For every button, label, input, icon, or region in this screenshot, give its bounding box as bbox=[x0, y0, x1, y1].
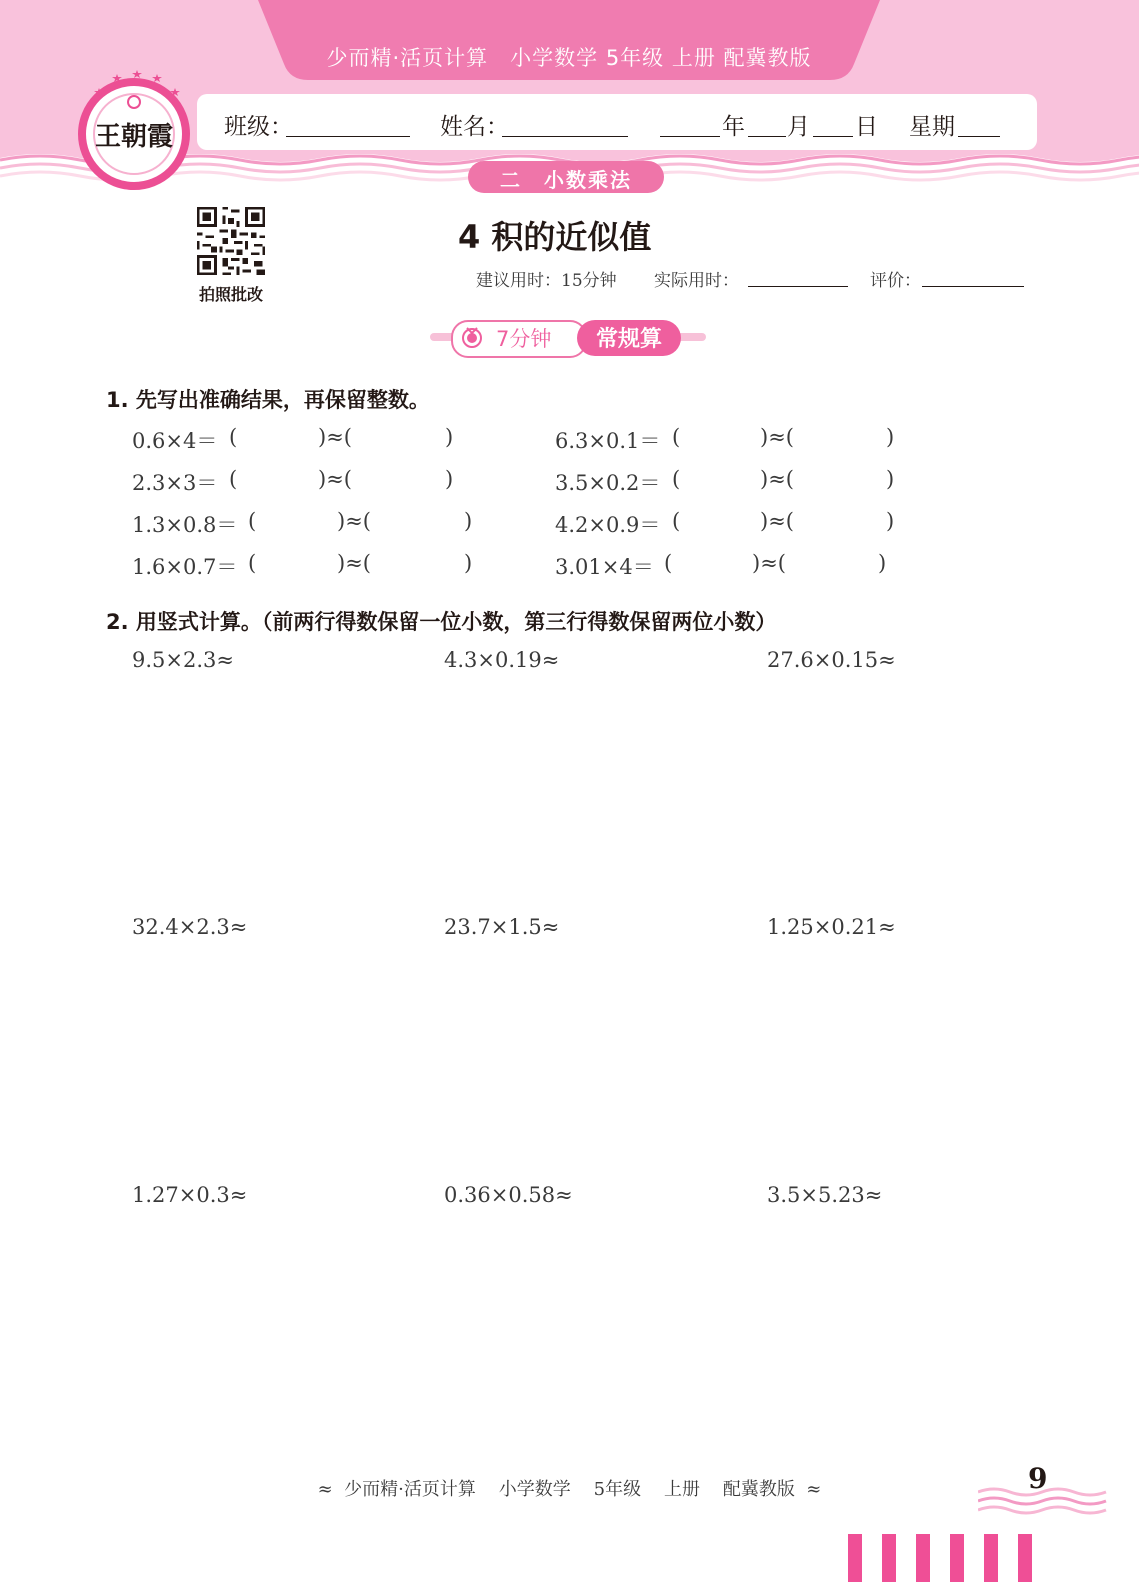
suggested-time: 建议用时：15分钟 bbox=[476, 271, 617, 291]
footer-stripe bbox=[916, 1534, 930, 1582]
q1-close-paren: ) bbox=[878, 551, 887, 575]
question-1-heading: 1. 先写出准确结果，再保留整数。 bbox=[106, 388, 430, 412]
medal-icon bbox=[460, 325, 484, 349]
q1-close-paren: ) bbox=[886, 467, 895, 491]
q1-right-expr: 4.2×0.9＝ bbox=[555, 513, 661, 537]
q1-close-paren: ) bbox=[445, 425, 454, 449]
q1-right-expr: 6.3×0.1＝ bbox=[555, 429, 661, 453]
q1-left-expr: 1.6×0.7＝ bbox=[132, 555, 238, 579]
q1-approx: )≈( bbox=[760, 425, 794, 449]
q1-close-paren: ) bbox=[445, 467, 454, 491]
q1-close-paren: ) bbox=[464, 509, 473, 533]
q1-approx: )≈( bbox=[318, 425, 352, 449]
footer-stripe bbox=[882, 1534, 896, 1582]
q1-open-paren: ( bbox=[248, 509, 257, 533]
month-label: 月 bbox=[787, 114, 810, 140]
q1-approx: )≈( bbox=[752, 551, 786, 575]
q1-approx: )≈( bbox=[760, 509, 794, 533]
day-label: 日 bbox=[855, 114, 878, 140]
evaluation-label: 评价： bbox=[870, 271, 921, 291]
q1-left-expr: 2.3×3＝ bbox=[132, 471, 218, 495]
q1-close-paren: ) bbox=[886, 425, 895, 449]
question-2-heading: 2. 用竖式计算。（前两行得数保留一位小数，第三行得数保留两位小数） bbox=[106, 610, 777, 634]
q1-open-paren: ( bbox=[672, 467, 681, 491]
q1-close-paren: ) bbox=[886, 509, 895, 533]
day-field[interactable] bbox=[813, 136, 853, 137]
year-field[interactable] bbox=[660, 136, 720, 137]
q2-expr: 9.5×2.3≈ bbox=[132, 648, 234, 672]
year-label: 年 bbox=[722, 114, 745, 140]
evaluation-field[interactable] bbox=[922, 286, 1024, 287]
class-field[interactable] bbox=[286, 136, 410, 137]
q2-expr: 32.4×2.3≈ bbox=[132, 915, 248, 939]
q1-left-expr: 1.3×0.8＝ bbox=[132, 513, 238, 537]
weekday-label: 星期 bbox=[909, 114, 955, 140]
q1-open-paren: ( bbox=[229, 425, 238, 449]
q1-open-paren: ( bbox=[248, 551, 257, 575]
q2-expr: 3.5×5.23≈ bbox=[767, 1183, 883, 1207]
q2-expr: 23.7×1.5≈ bbox=[444, 915, 560, 939]
footer-wave-decoration bbox=[978, 1484, 1108, 1518]
q2-expr: 1.25×0.21≈ bbox=[767, 915, 896, 939]
time-badge-label: 7分钟 bbox=[496, 327, 552, 351]
weekday-field[interactable] bbox=[958, 136, 1000, 137]
q2-expr: 1.27×0.3≈ bbox=[132, 1183, 248, 1207]
chapter-title: 二 小数乘法 bbox=[500, 168, 632, 192]
q2-expr: 27.6×0.15≈ bbox=[767, 648, 896, 672]
q1-approx: )≈( bbox=[760, 467, 794, 491]
lesson-title: 4 积的近似值 bbox=[458, 218, 652, 256]
q1-open-paren: ( bbox=[664, 551, 673, 575]
class-label: 班级： bbox=[224, 114, 293, 140]
qr-code-icon[interactable] bbox=[192, 204, 270, 278]
type-badge-label: 常规算 bbox=[595, 327, 662, 352]
month-field[interactable] bbox=[748, 136, 786, 137]
footer-series: ≈ 少而精·活页计算 小学数学 5年级 上册 配冀教版 ≈ bbox=[317, 1479, 822, 1500]
name-label: 姓名： bbox=[440, 114, 509, 140]
q2-expr: 4.3×0.19≈ bbox=[444, 648, 560, 672]
q1-approx: )≈( bbox=[337, 509, 371, 533]
q1-approx: )≈( bbox=[318, 467, 352, 491]
series-title: 少而精·活页计算 小学数学 5年级 上册 配冀教版 bbox=[326, 46, 812, 70]
qr-label: 拍照批改 bbox=[198, 285, 263, 304]
q1-left-expr: 0.6×4＝ bbox=[132, 429, 218, 453]
q1-open-paren: ( bbox=[672, 425, 681, 449]
q1-close-paren: ) bbox=[464, 551, 473, 575]
name-field[interactable] bbox=[502, 136, 628, 137]
q1-open-paren: ( bbox=[229, 467, 238, 491]
footer-stripe bbox=[984, 1534, 998, 1582]
q1-right-expr: 3.01×4＝ bbox=[555, 555, 654, 579]
footer-stripe bbox=[1018, 1534, 1032, 1582]
q2-expr: 0.36×0.58≈ bbox=[444, 1183, 573, 1207]
q1-approx: )≈( bbox=[337, 551, 371, 575]
page-number: 9 bbox=[1028, 1462, 1048, 1495]
footer-stripe bbox=[950, 1534, 964, 1582]
actual-time-label: 实际用时： bbox=[654, 271, 739, 291]
q1-right-expr: 3.5×0.2＝ bbox=[555, 471, 661, 495]
actual-time-field[interactable] bbox=[748, 286, 848, 287]
logo-wordmark: 王朝霞 bbox=[94, 122, 173, 152]
footer-stripe bbox=[848, 1534, 862, 1582]
q1-open-paren: ( bbox=[672, 509, 681, 533]
